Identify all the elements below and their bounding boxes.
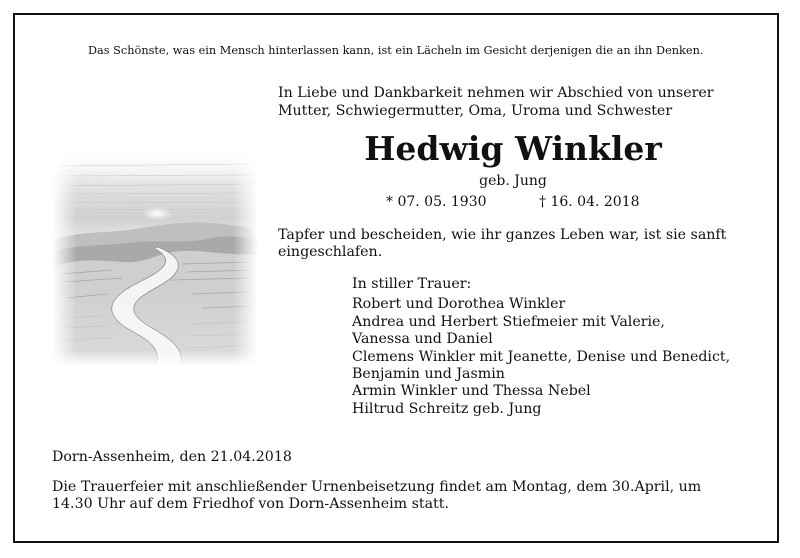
mourner-line: Andrea und Herbert Stiefmeier mit Valerie, bbox=[352, 313, 665, 330]
mourner-line: Robert und Dorothea Winkler bbox=[352, 296, 566, 313]
intro-text bbox=[278, 84, 758, 120]
mourner-line: Benjamin und Jasmin bbox=[352, 366, 505, 383]
mourners-list bbox=[352, 276, 762, 418]
landscape-river-icon bbox=[52, 148, 258, 366]
birth-date: * 07. 05. 1930 bbox=[386, 194, 487, 210]
ceremony-line-2: 14.30 Uhr auf dem Friedhof von Dorn-Assenheim statt. bbox=[52, 496, 449, 512]
ceremony-line-1: Die Trauerfeier mit anschließender Urnenbeisetzung findet am Montag, dem 30.April, um bbox=[52, 479, 702, 495]
mourner-line: Clemens Winkler mit Jeanette, Denise und Benedict, bbox=[352, 348, 731, 365]
mourner-line: Vanessa und Daniel bbox=[352, 331, 493, 348]
intro-line-1: In Liebe und Dankbarkeit nehmen wir Abschied von unserer bbox=[278, 85, 714, 101]
tribute-line-1: Tapfer und bescheiden, wie ihr ganzes Leben war, ist sie sanft bbox=[278, 227, 727, 243]
death-date: † 16. 04. 2018 bbox=[539, 194, 640, 210]
place-date: Dorn-Assenheim, den 21.04.2018 bbox=[52, 449, 292, 465]
deceased-name: Hedwig Winkler bbox=[364, 129, 662, 168]
maiden-name: geb. Jung bbox=[479, 173, 547, 189]
mourners-heading: In stiller Trauer: bbox=[352, 276, 472, 292]
mourner-line: Hiltrud Schreitz geb. Jung bbox=[352, 400, 542, 417]
ceremony-notice bbox=[52, 479, 772, 513]
quote-text: Das Schönste, was ein Mensch hinterlassen kann, ist ein Lächeln im Gesicht derjenigen die an ihn Denken. bbox=[88, 44, 704, 57]
mourner-line: Armin Winkler und Thessa Nebel bbox=[352, 383, 591, 400]
intro-line-2: Mutter, Schwiegermutter, Oma, Uroma und Schwester bbox=[278, 103, 673, 119]
tribute-text bbox=[278, 227, 758, 261]
tribute-line-2: eingeschlafen. bbox=[278, 244, 383, 260]
